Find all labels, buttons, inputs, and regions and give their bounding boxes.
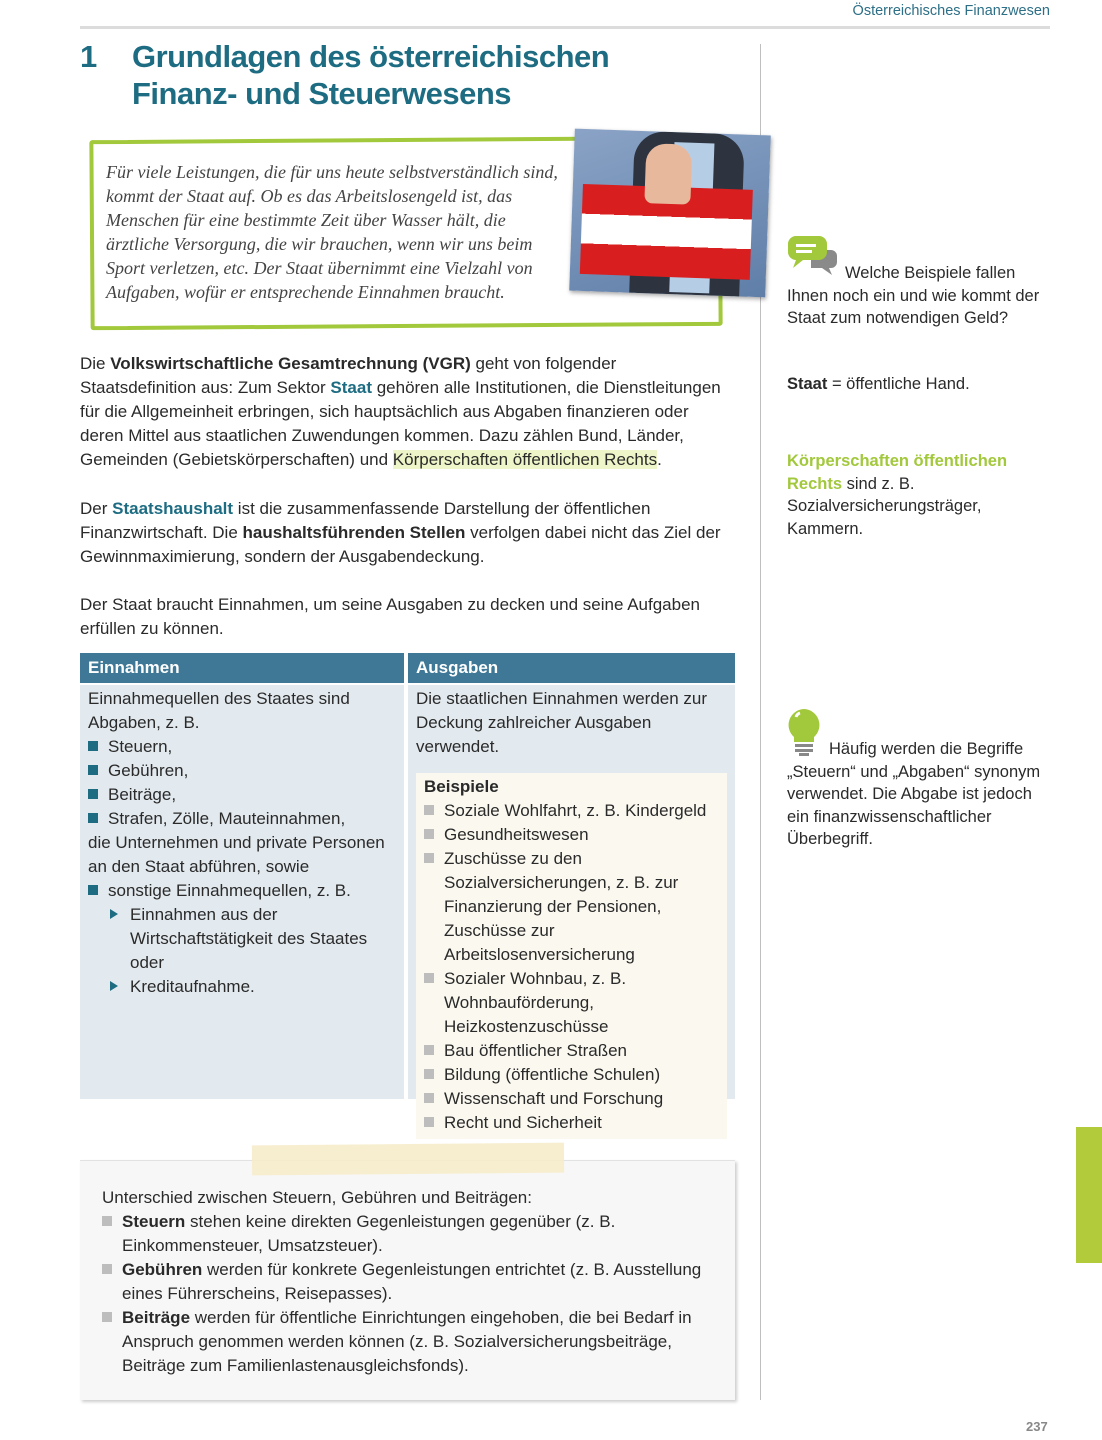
chapter-tab-marker (1076, 1127, 1102, 1263)
ausgaben-cell (408, 685, 735, 1132)
definition: sind z. B. Sozialversicherungsträger, Kammern. (787, 474, 982, 538)
bullet-icon (102, 1264, 112, 1274)
item-text: Zuschüsse zu den Sozialversicherungen, z. B. zur Finanzierung der Pensionen, Zuschüsse zur Arbeitslosenversicherung (444, 849, 679, 964)
note-intro: Unterschied zwischen Steuern, Gebühren und Beiträgen: (102, 1188, 532, 1207)
sidebar-question (787, 236, 1049, 330)
item-text: Bildung (öffentliche Schulen) (444, 1065, 661, 1084)
term: Staat (787, 375, 828, 393)
bullet-icon (424, 1045, 434, 1055)
header-rule (80, 26, 1050, 29)
term: Steuern (122, 1212, 186, 1231)
definition: = öffentliche Hand. (827, 375, 970, 393)
list-item (88, 879, 396, 903)
beispiele-title: Beispiele (424, 777, 499, 796)
definition: werden für konkrete Gegenleistungen entrichtet (z. B. Ausstellung eines Führerscheins, Reisepasses). (122, 1260, 702, 1303)
list-item (88, 783, 396, 807)
list-item (424, 1111, 719, 1135)
definition: stehen keine direkten Gegenleistungen gegenüber (z. B. Einkommensteuer, Umsatzsteuer). (122, 1212, 616, 1255)
speech-bubbles-icon (787, 236, 839, 276)
bullet-icon (424, 853, 434, 863)
page-number: 237 (1026, 1419, 1048, 1434)
question-text: Welche Beispiele fallen Ihnen noch ein und wie kommt der Staat zum notwendigen Geld? (787, 264, 1040, 327)
bullet-icon (102, 1312, 112, 1322)
definition-note-text (102, 1186, 702, 1378)
einnahmen-cell (80, 685, 404, 1099)
bullet-icon (88, 765, 98, 775)
item-text: Einnahmen aus der Wirtschaftstätigkeit des Staates oder (130, 905, 368, 972)
item-text: sonstige Einnahmequellen, z. B. (108, 881, 351, 900)
arrow-bullet-icon (110, 981, 118, 991)
item-text: Bau öffentlicher Straßen (444, 1041, 628, 1060)
tip-text: Häufig werden die Begriffe „Steuern“ und „Abgaben“ synonym verwendet. Die Abgabe ist jedoch ein finanzwissenschaftlicher Überbegriff. (787, 740, 1041, 848)
chapter-number: 1 (80, 39, 97, 74)
list-item (88, 807, 396, 831)
bullet-icon (424, 1069, 434, 1079)
bullet-icon (424, 805, 434, 815)
text: ist die zusammenfassende Darstellung der öffentlichen Finanzwirtschaft. Die (80, 499, 651, 542)
header-ausgaben: Ausgaben (408, 653, 735, 683)
list-item (102, 1258, 702, 1306)
list-item (88, 735, 396, 759)
bullet-icon (424, 1117, 434, 1127)
term: Körperschaften öffentlichen Rechts (787, 452, 1008, 493)
tape-decoration (252, 1143, 564, 1176)
term-koerperschaften: Körperschaften öffentlichen Rechts (392, 450, 658, 469)
sidebar-staat (787, 373, 1049, 396)
einnahmen-ausgaben-table (80, 653, 735, 1132)
bullet-icon (88, 789, 98, 799)
term: Gebühren (122, 1260, 203, 1279)
list-item (102, 1210, 702, 1258)
definition: werden für öffentliche Einrichtungen eingehoben, die bei Bedarf in Anspruch genommen werden können (z. B. Sozialversicherungsbeiträge, Beiträge zum Familienlastenausgleichsfonds). (122, 1308, 692, 1375)
term: Beiträge (122, 1308, 191, 1327)
paragraph-staatshaushalt (80, 497, 736, 569)
list-item (424, 823, 719, 847)
item-text: Recht und Sicherheit (444, 1113, 602, 1132)
sub-list-item (88, 903, 396, 975)
bullet-icon (424, 973, 434, 983)
paragraph-einnahmen: Der Staat braucht Einnahmen, um seine Ausgaben zu decken und seine Aufgaben erfüllen zu können. (80, 595, 700, 638)
list-item (88, 759, 396, 783)
chapter-title-text: Grundlagen des österreichischen Finanz- und Steuerwesens (132, 39, 610, 111)
text: gehören alle Institutionen, die Dienstleitungen für die Allgemeinheit erbringen, sich hauptsächlich aus Abgaben finanzieren oder deren Mittel aus staatlichen Zuwendungen kommen. Dazu zählen Bund, Länder, Gemeinden (Gebietskörperschaften) und (80, 378, 721, 469)
sub-list-item (88, 975, 396, 999)
bullet-icon (88, 813, 98, 823)
einnahmen-intro: Einnahmequellen des Staates sind Abgaben, z. B. (88, 689, 350, 732)
item-text: Steuern, (108, 737, 173, 756)
list-item (424, 1063, 719, 1087)
bullet-icon (424, 1093, 434, 1103)
bullet-icon (102, 1216, 112, 1226)
item-text: Gebühren, (108, 761, 189, 780)
list-item (424, 1039, 719, 1063)
einnahmen-middle: die Unternehmen und private Personen an den Staat abführen, sowie (88, 833, 385, 876)
item-text: Sozialer Wohnbau, z. B. Wohnbauförderung, Heizkostenzuschüsse (444, 969, 627, 1036)
ausgaben-intro: Die staatlichen Einnahmen werden zur Deckung zahlreicher Ausgaben verwendet. (416, 689, 708, 756)
text: verfolgen dabei nicht das Ziel der Gewinnmaximierung, sondern der Ausgabendeckung. (80, 523, 721, 566)
beispiele-box (416, 773, 727, 1139)
bullet-icon (88, 885, 98, 895)
bullet-icon (88, 741, 98, 751)
term-haushaltsfuehrend: haushaltsführenden Stellen (242, 523, 466, 542)
lightbulb-icon (787, 708, 821, 756)
text: Die (80, 354, 111, 373)
arrow-bullet-icon (110, 909, 118, 919)
text: Der (80, 499, 113, 518)
list-item (424, 1087, 719, 1111)
austria-flag-envelope-photo (569, 129, 771, 298)
sidebar-tip (787, 708, 1049, 851)
item-text: Gesundheitswesen (444, 825, 589, 844)
header-einnahmen: Einnahmen (80, 653, 404, 683)
item-text: Beiträge, (108, 785, 177, 804)
item-text: Strafen, Zölle, Mauteinnahmen, (108, 809, 346, 828)
item-text: Soziale Wohlfahrt, z. B. Kindergeld (444, 801, 707, 820)
sidebar-koerperschaften (787, 450, 1049, 540)
bullet-icon (424, 829, 434, 839)
intro-text: Für viele Leistungen, die für uns heute selbstverständlich sind, kommt der Staat auf. Ob es das Arbeitslosengeld ist, das Menschen für eine bestimmte Zeit über Wasser hält, die ärztliche Versorgung, die wir brauchen, wenn wir uns beim Sport verletzen, etc. Der Staat übernimmt eine Vielzahl von Aufgaben, wofür er entsprechende Einnahmen braucht. (106, 162, 558, 302)
term-staat: Staat (330, 378, 372, 397)
list-item (102, 1306, 702, 1378)
list-item (424, 847, 719, 967)
list-item (424, 967, 719, 1039)
term-vgr: Volkswirtschaftliche Gesamtrechnung (VGR) (110, 354, 471, 373)
text: geht von folgender Staatsdefinition aus: Zum Sektor (80, 354, 617, 397)
item-text: Wissenschaft und Forschung (444, 1089, 664, 1108)
list-item (424, 799, 719, 823)
paragraph-vgr (80, 352, 736, 472)
term-staatshaushalt: Staatshaushalt (112, 499, 234, 518)
item-text: Kreditaufnahme. (130, 977, 255, 996)
running-header: Österreichisches Finanzwesen (852, 3, 1050, 19)
text: . (657, 450, 662, 469)
